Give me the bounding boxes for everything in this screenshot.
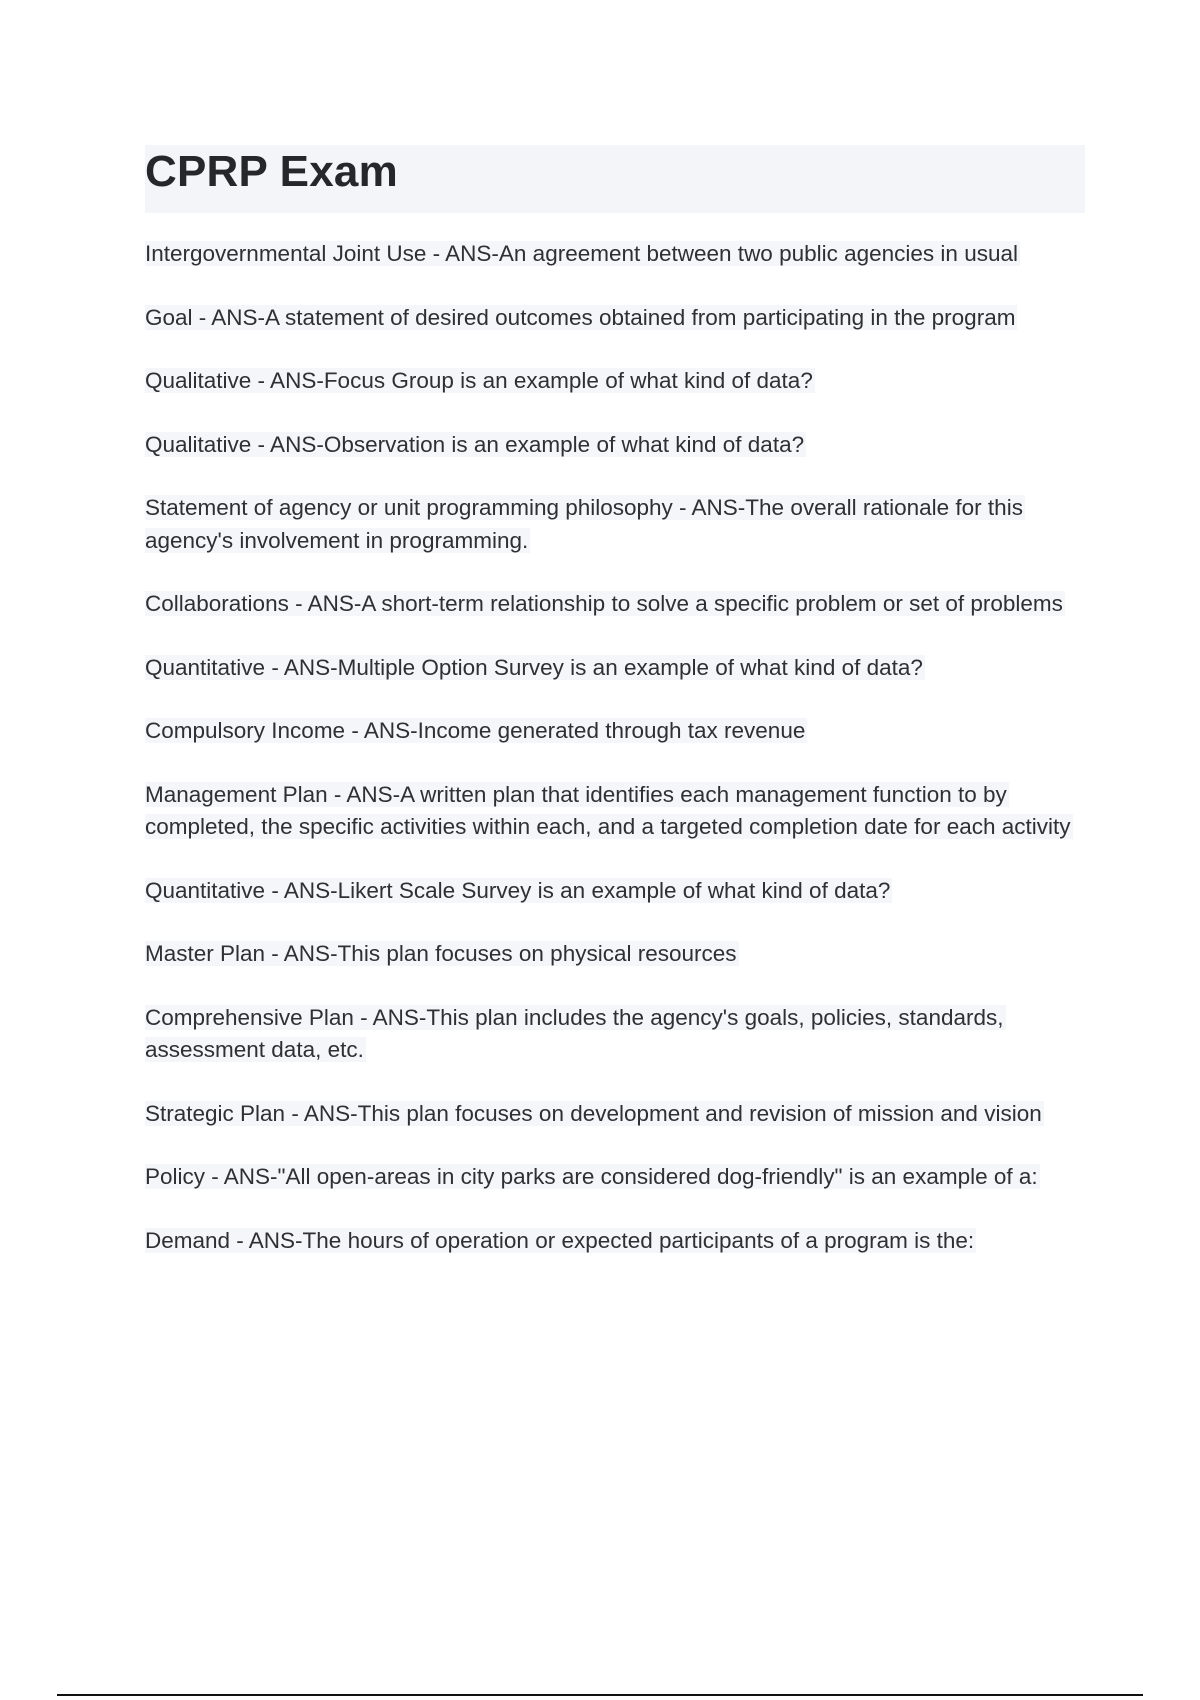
flashcard-text: Quantitative - ANS-Multiple Option Survey is an example of what kind of data?	[145, 654, 923, 680]
flashcard-entry	[145, 1002, 1095, 1067]
flashcard-list	[145, 238, 1095, 1288]
flashcard-entry	[145, 875, 1095, 908]
flashcard-entry	[145, 238, 1095, 271]
flashcard-text: Collaborations - ANS-A short-term relationship to solve a specific problem or set of problems	[145, 591, 1063, 616]
flashcard-entry	[145, 1098, 1095, 1131]
flashcard-text: Goal - ANS-A statement of desired outcomes obtained from participating in the program	[145, 304, 1016, 330]
flashcard-entry	[145, 652, 1095, 685]
flashcard-text: Comprehensive Plan - ANS-This plan includes the agency's goals, policies, standards, assessment data, etc.	[145, 1004, 1004, 1062]
flashcard-text: Master Plan - ANS-This plan focuses on physical resources	[145, 941, 737, 966]
flashcard-text: Qualitative - ANS-Focus Group is an example of what kind of data?	[145, 368, 813, 393]
flashcard-text: Quantitative - ANS-Likert Scale Survey is an example of what kind of data?	[145, 877, 891, 903]
flashcard-entry	[145, 302, 1095, 335]
flashcard-text: Policy - ANS-"All open-areas in city parks are considered dog-friendly" is an example of a:	[145, 1164, 1038, 1189]
footer-divider	[57, 1694, 1143, 1696]
flashcard-entry	[145, 429, 1095, 462]
flashcard-text: Strategic Plan - ANS-This plan focuses on development and revision of mission and vision	[145, 1100, 1042, 1126]
flashcard-text: Qualitative - ANS-Observation is an example of what kind of data?	[145, 431, 805, 457]
page-title: CPRP Exam	[145, 147, 398, 196]
flashcard-text: Compulsory Income - ANS-Income generated through tax revenue	[145, 718, 806, 743]
flashcard-entry	[145, 1225, 1095, 1258]
flashcard-entry	[145, 365, 1095, 398]
flashcard-text: Statement of agency or unit programming philosophy - ANS-The overall rationale for this agency's involvement in programming.	[145, 495, 1023, 553]
flashcard-text: Demand - ANS-The hours of operation or expected participants of a program is the:	[145, 1227, 975, 1253]
flashcard-entry	[145, 938, 1095, 971]
flashcard-entry	[145, 1161, 1095, 1194]
flashcard-entry	[145, 715, 1095, 748]
flashcard-text: Management Plan - ANS-A written plan that identifies each management function to by completed, the specific activities within each, and a targeted completion date for each activity	[145, 781, 1071, 839]
flashcard-text: Intergovernmental Joint Use - ANS-An agreement between two public agencies in usual	[145, 241, 1018, 266]
flashcard-entry	[145, 492, 1095, 557]
flashcard-entry	[145, 779, 1095, 844]
flashcard-entry	[145, 588, 1095, 621]
